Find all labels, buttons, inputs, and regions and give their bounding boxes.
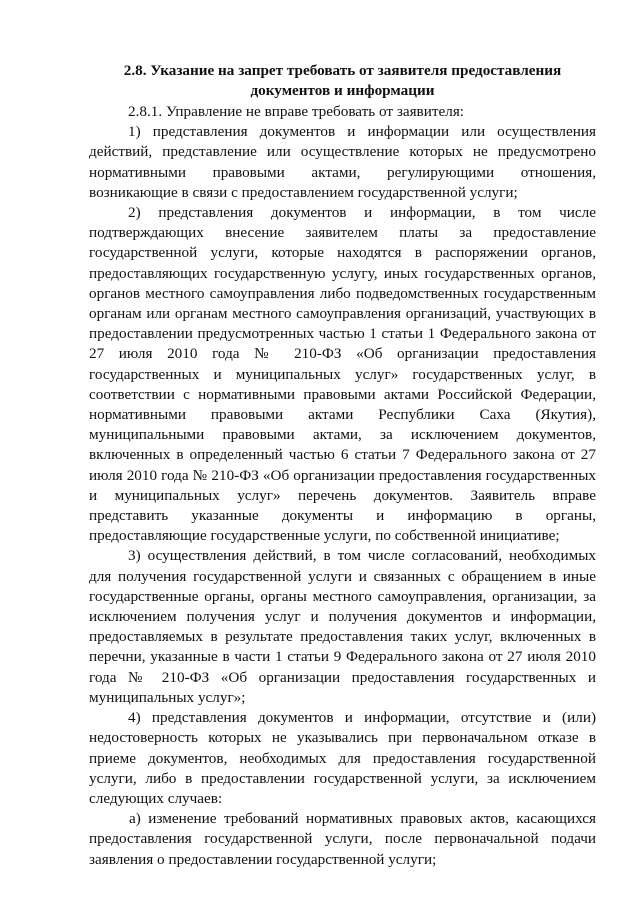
intro-paragraph: 2.8.1. Управление не вправе требовать от заявителя: <box>128 103 465 120</box>
section-heading <box>89 61 596 101</box>
item-4a-paragraph: а) изменение требований нормативных правовых актов, касающихся предоставления государственной услуги, после первоначальной подачи заявления о предоставлении государственной услуги; <box>89 810 596 868</box>
section-heading-line2: документов и информации <box>250 82 435 99</box>
item-1-paragraph: 1) представления документов и информации или осуществления действий, представление или осуществление которых не предусмотрено нормативными правовыми актами, регулирующими отношения, возникающие в связи с предоставлением государственной услуги; <box>89 123 596 201</box>
item-3-paragraph: 3) осуществления действий, в том числе согласований, необходимых для получения государственной услуги и связанных с обращением в иные государственные органы, органы местного самоуправления, организации, за исключением получения услуг и получения документов и информации, предоставляемых в результате предоставления таких услуг, включенных в перечни, указанные в части 1 статьи 9 Федерального закона от 27 июля 2010 года № 210-ФЗ «Об организации предоставления государственных и муниципальных услуг»; <box>89 547 596 706</box>
item-4-paragraph: 4) представления документов и информации, отсутствие и (или) недостоверность которых не указывались при первоначальном отказе в приеме документов, необходимых для предоставления государственной услуги, либо в предоставлении государственной услуги, за исключением следующих случаев: <box>89 709 596 807</box>
section-heading-line1: 2.8. Указание на запрет требовать от заявителя предоставления <box>123 62 562 79</box>
item-2-paragraph: 2) представления документов и информации, в том числе подтверждающих внесение заявителем платы за предоставление государственной услуги, которые находятся в распоряжении органов, предоставляющих государственную услугу, иных государственных органов, органов местного самоуправления либо подведомственных государственным органам или органам местного самоуправления организаций, участвующих в предоставлении предусмотренных частью 1 статьи 1 Федерального закона от 27 июля 2010 года № 210-ФЗ «Об организации предоставления государственных и муниципальных услуг» государственных услуг, в соответствии с нормативными правовыми актами Российской Федерации, нормативными правовыми актами Республики Саха (Якутия), муниципальными правовыми актами, за исключением документов, включенных в определенный частью 6 статьи 7 Федерального закона от 27 июля 2010 года № 210-ФЗ «Об организации предоставления государственных и муниципальных услуг» перечень документов. Заявитель вправе представить указанные документы и информацию в органы, предоставляющие государственные услуги, по собственной инициативе; <box>89 204 596 545</box>
